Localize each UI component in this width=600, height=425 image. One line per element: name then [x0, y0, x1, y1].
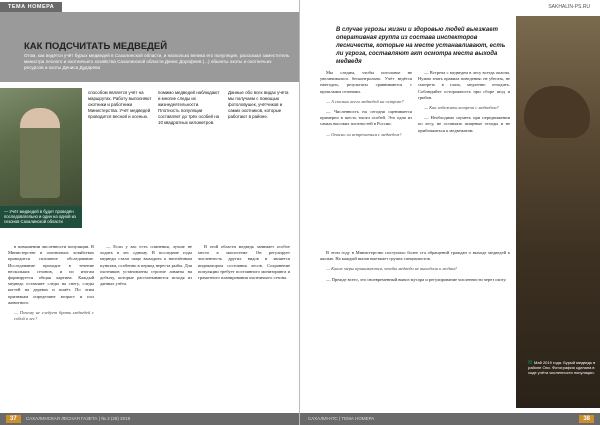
- left-footer: [0, 413, 300, 425]
- site-url: SAKHALIN-PS.RU: [548, 4, 590, 10]
- person-figure: [20, 108, 60, 198]
- right-page: [300, 0, 600, 425]
- bear-photo: [516, 16, 600, 408]
- pull-quote: — А сколько всего медведей на острове?: [326, 98, 404, 104]
- paragraph: — Встреча с медведем в лесу всегда опасна. Нужно знать правила поведения: не убегать, не смотреть в глаза, медленно отходить. Соблюдайте осторожность при сборе ягод и грибов.: [418, 70, 510, 100]
- paragraph: В этой области медведь занимает особое место в экосистеме. Он регулирует численность других видов и является индикатором состояния лесов. Сохранение популяции требует постоянного мониторинга и грамотного планирования охотничьего сезона.: [198, 244, 290, 281]
- column-3-top: Данные обо всех видах учёта мы получаем с помощью фотоловушек, учётчиков и самих охотников, которые работают в районе.: [228, 90, 289, 119]
- column-1-top: способом является учёт на маршрутах. Работу выполняют охотники и работники Министерства. Учёт медведей проводится весной и осенью.: [88, 90, 152, 119]
- paragraph: в повышении численности популяции. В Министерстве и охотничьих хозяйствах проводится сплошное обследование. Исследование проходит в течение нескольких сезонов, и по итогам формируется общая картина. Каждый медведь оставляет следы на снегу, следы когтей на деревах и помёт. По этим признакам определяют возраст и пол животного.: [8, 244, 94, 305]
- caption-text: Май 2019 года. Бурый медведь в районе Охи. Фотография сделана в ходе учёта численности популяции.: [528, 360, 596, 375]
- portrait-caption: — Учёт медведей в будет проведён последовательно и один на одной из сезонов Сахалинской области: [0, 206, 82, 228]
- bear-photo-caption: [528, 360, 600, 375]
- paragraph: — Необходимо шуметь при передвижении по лесу, не оставлять пищевые отходы и не приближаться к медвежатам.: [418, 115, 510, 133]
- page-number: 38: [579, 415, 594, 423]
- pull-quote: — Опасно ли встречаться с медведем?: [326, 131, 402, 137]
- paragraph: — Если у вас есть сомнения, лучше не ходить в лес одному. В последние годы медведи стали чаще выходить к населённым пунктам, особенно в период нереста рыбы. Для охотников установлены строгие лимиты на добычу, которые рассчитываются исходя из данных учёта.: [100, 244, 192, 287]
- caption-marker-icon: [528, 360, 532, 364]
- page-number: 37: [6, 415, 21, 423]
- column-2: [418, 70, 510, 135]
- pull-quote: — Почему не следует брать медведей с собой в лес?: [14, 310, 94, 322]
- article-title: КАК ПОДСЧИТАТЬ МЕДВЕДЕЙ: [24, 41, 168, 52]
- big-lead: В случае угрозы жизни и здоровью людей выезжает оперативная группа из состава инспекторов лесничеств, которые на месте устанавливают, есть ли угроза, составляют акт осмотра места выхода медведя: [336, 27, 506, 65]
- pull-quote: — Какие меры принимаются, чтобы медведи не выходили к людям?: [326, 266, 457, 272]
- right-footer: [300, 413, 600, 425]
- column-2: [100, 244, 192, 288]
- bear-figure: [524, 86, 590, 138]
- column-2-top: помимо медведей наблюдают и многие следы их жизнедеятельности. Плотность популяции составляет до трёх особей на 10 квадратных километров.: [158, 90, 220, 125]
- paragraph: Мы следим, чтобы поголовье не увеличивалось бесконтрольно. Учёт ведётся ежегодно, результаты сравниваются с прошлыми сезонами.: [320, 70, 412, 94]
- column-1: [320, 70, 412, 142]
- section-tag: ТЕМА НОМЕРА: [0, 2, 62, 12]
- header: [0, 0, 299, 12]
- paragraph: — Прежде всего, это своевременный вывоз мусора и регулирование численности через охоту.: [326, 276, 507, 282]
- pull-quote: — Как избежать встречи с медведем?: [424, 105, 499, 111]
- footer-text: САХАЛИН-ПС | ТЕМА НОМЕРА: [308, 416, 375, 421]
- column-1: [8, 244, 94, 326]
- column-3: [320, 250, 510, 284]
- column-3: [198, 244, 290, 282]
- portrait-photo: [0, 88, 82, 206]
- paragraph: В этом году в Министерство поступило более ста обращений граждан о выходе медведей к жилью. На каждый вызов выезжает группа специалистов.: [320, 250, 510, 262]
- article-lead: Отом, как ведётся учёт бурых медведей в Сахалинской области, и насколько велика его популяция, рассказал заместитель министра лесного и охотничьего хозяйства Сахалинской области Денис Дорофеев (...) обьекты охоты и охотничьих ресурсов и охоты Дениса Дударева: [24, 53, 290, 70]
- paragraph: — Численность на сегодня оценивается примерно в шесть тысяч особей. Это одна из самых высоких плотностей в России.: [320, 109, 412, 127]
- footer-text: САХАЛИНСКАЯ ЛЕСНАЯ ГАЗЕТА | № 3 (28) 2019: [26, 416, 131, 421]
